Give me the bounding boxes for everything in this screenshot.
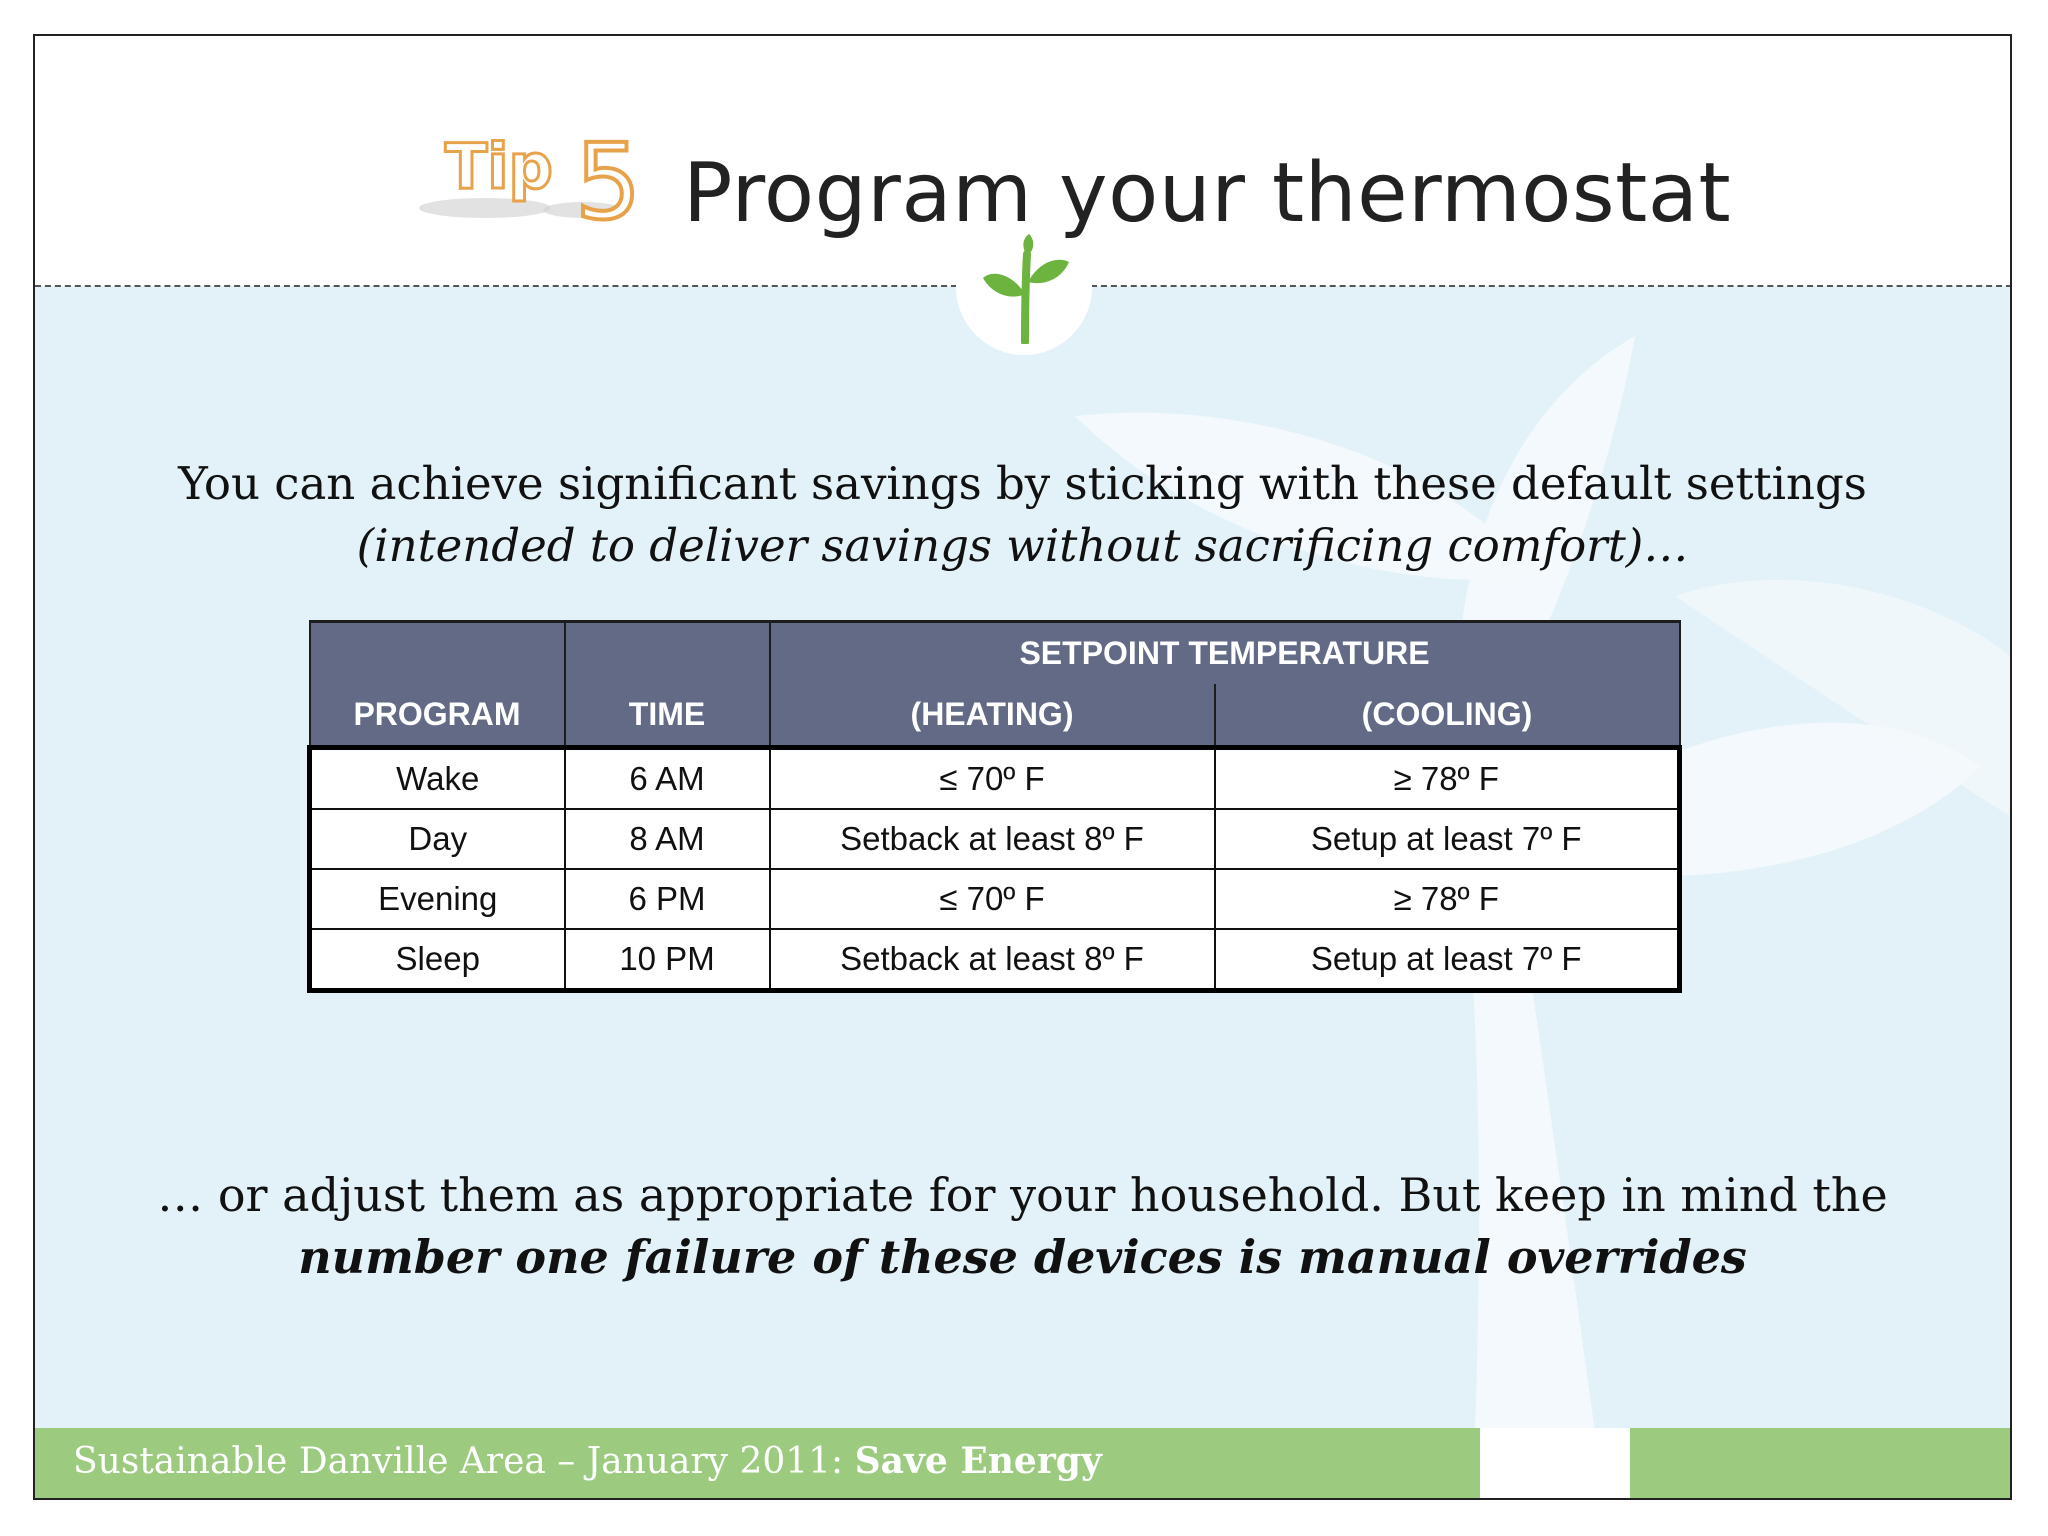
table-row: [310, 809, 1680, 869]
intro-line-2: (intended to deliver savings without sacrificing comfort)…: [356, 519, 1689, 572]
cell-heating: Setback at least 8º F: [770, 809, 1215, 869]
sprout-icon: [981, 234, 1071, 344]
footer-bar: [35, 1428, 2010, 1498]
cell-cooling: Setup at least 7º F: [1215, 809, 1680, 869]
table-row: [310, 929, 1680, 991]
cell-cooling: ≥ 78º F: [1215, 748, 1680, 810]
cell-cooling: ≥ 78º F: [1215, 869, 1680, 929]
header-cooling: (COOLING): [1215, 684, 1680, 748]
header-divider-right: [1091, 285, 2012, 287]
cell-heating: Setback at least 8º F: [770, 929, 1215, 991]
table-row: [310, 748, 1680, 810]
footer-text: [73, 1440, 1102, 1482]
svg-text:5: 5: [575, 121, 642, 236]
footer-tree-trunk: [1480, 1428, 1630, 1498]
outro-line-2: number one failure of these devices is manual overrides: [298, 1230, 1747, 1284]
header-program: PROGRAM: [310, 684, 565, 748]
svg-text:Tip: Tip: [445, 130, 553, 203]
intro-line-1: You can achieve significant savings by sticking with these default settings: [178, 457, 1867, 510]
header-setpoint-temperature: SETPOINT TEMPERATURE: [770, 622, 1680, 685]
cell-time: 10 PM: [565, 929, 770, 991]
outro-line-1: … or adjust them as appropriate for your household. But keep in mind the: [157, 1168, 1888, 1222]
cell-heating: ≤ 70º F: [770, 869, 1215, 929]
setpoint-table: [307, 620, 1682, 993]
cell-heating: ≤ 70º F: [770, 748, 1215, 810]
header-heating: (HEATING): [770, 684, 1215, 748]
header-divider-left: [35, 285, 957, 287]
header-time: TIME: [565, 684, 770, 748]
footer-emphasis: Save Energy: [854, 1440, 1102, 1482]
intro-text: [35, 453, 2010, 577]
cell-program: Sleep: [310, 929, 565, 991]
slide: [33, 34, 2012, 1500]
cell-time: 6 PM: [565, 869, 770, 929]
table-row: [310, 869, 1680, 929]
cell-program: Day: [310, 809, 565, 869]
cell-program: Evening: [310, 869, 565, 929]
page-title: Program your thermostat: [683, 146, 1732, 241]
header-blank-program: [310, 622, 565, 685]
tip-number-logo: [415, 106, 655, 236]
cell-program: Wake: [310, 748, 565, 810]
cell-time: 6 AM: [565, 748, 770, 810]
slide-title: [415, 106, 1732, 241]
outro-text: [35, 1164, 2010, 1288]
header-blank-time: [565, 622, 770, 685]
cell-time: 8 AM: [565, 809, 770, 869]
cell-cooling: Setup at least 7º F: [1215, 929, 1680, 991]
footer-label: Sustainable Danville Area – January 2011:: [73, 1441, 844, 1482]
